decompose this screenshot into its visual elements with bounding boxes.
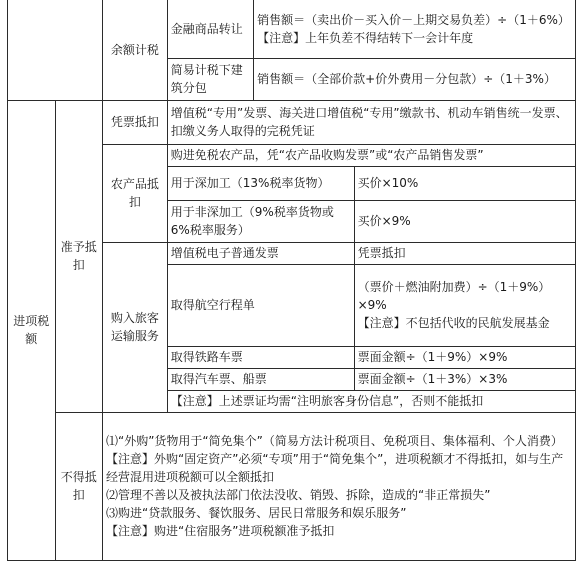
category-jinxiang: 进项税额 [8, 100, 56, 560]
finance-formula-cell [254, 0, 576, 58]
lvke-note-2: 【注意】不包括代收的民航发展基金 [357, 316, 550, 330]
lvke-label: 购入旅客运输服务 [103, 242, 168, 412]
budei-line-1: ⑴“外购”货物用于“简免集个”（简易方法计税项目、免税项目、集体福利、个人消费） [106, 434, 563, 448]
tax-table [7, 0, 576, 561]
nongchanpin-use-1: 用于深加工（13%税率货物） [167, 166, 354, 200]
budei-line-5: 【注意】购进“住宿服务”进项税额准予抵扣 [106, 524, 335, 538]
lvke-item-4: 取得汽车票、船票 [167, 368, 354, 390]
lvke-item-1: 增值税电子普通发票 [167, 242, 354, 264]
lvke-calc-3: 票面金额÷（1＋9%）×9% [354, 346, 575, 368]
pingpiao-label: 凭票抵扣 [103, 100, 168, 144]
nongchanpin-label: 农产品抵扣 [103, 144, 168, 242]
nongchanpin-intro: 购进免税农产品，凭“农产品收购发票”或“农产品销售发票” [167, 144, 575, 166]
zhunyu-label: 准予抵扣 [55, 100, 103, 412]
lvke-calc-4: 票面金额÷（1＋3%）×3% [354, 368, 575, 390]
simple-formula: 销售额＝（全部价款+价外费用－分包款）÷（1＋3%） [254, 58, 576, 100]
lvke-calc-1: 凭票抵扣 [354, 242, 575, 264]
nongchanpin-calc-2: 买价×9% [354, 200, 575, 242]
nongchanpin-calc-1: 买价×10% [354, 166, 575, 200]
lvke-item-3: 取得铁路车票 [167, 346, 354, 368]
budei-label: 不得抵扣 [55, 412, 103, 560]
lvke-calc-2: （票价＋燃油附加费）÷（1＋9%）×9% [357, 280, 551, 312]
lvke-footnote: 【注意】上述票证均需“注明旅客身份信息”，否则不能抵扣 [167, 390, 575, 412]
nongchanpin-use-2: 用于非深加工（9%税率货物或6%税率服务） [167, 200, 354, 242]
blank-cell [8, 0, 103, 100]
budei-line-4: ⑶购进“贷款服务、餐饮服务、居民日常服务和娱乐服务” [106, 506, 407, 520]
finance-note: 【注意】上年负差不得结转下一会计年度 [257, 30, 474, 45]
budei-line-3: ⑵管理不善以及被执法部门依法没收、销毁、拆除，造成的“非正常损失” [106, 488, 491, 502]
simple-label: 简易计税下建筑分包 [167, 58, 253, 100]
finance-formula: 销售额＝（卖出价－买入价－上期交易负差）÷（1＋6%） [257, 12, 570, 27]
budei-content [103, 412, 576, 560]
budei-line-2: 【注意】外购“固定资产”必须“专项”用于“简免集个”，进项税额才不得抵扣，如与生产经营混用进项税额可以全额抵扣 [106, 452, 564, 484]
pingpiao-text: 增值税“专用”发票、海关进口增值税“专用”缴款书、机动车销售统一发票、扣缴义务人取得的完税凭证 [167, 100, 575, 144]
category-yue-jishui: 余额计税 [103, 0, 168, 100]
lvke-calc-2-cell [354, 264, 575, 346]
lvke-item-2: 取得航空行程单 [167, 264, 354, 346]
finance-label: 金融商品转让 [167, 0, 253, 58]
